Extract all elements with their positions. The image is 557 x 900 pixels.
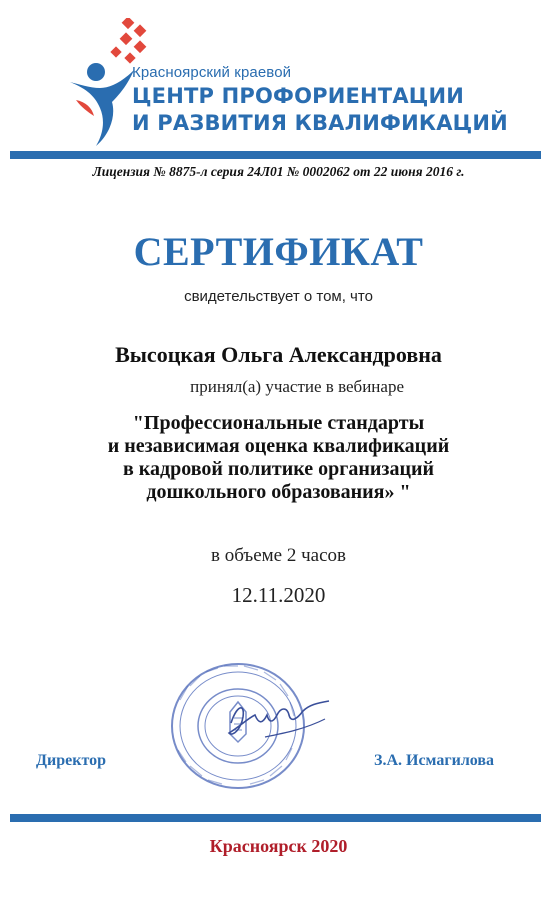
- signature-icon: [225, 693, 335, 743]
- recipient-name: Высоцкая Ольга Александровна: [115, 342, 442, 367]
- org-name-line-2: ЦЕНТР ПРОФОРИЕНТАЦИИ: [132, 84, 465, 108]
- webinar-topic: [0, 412, 557, 504]
- org-name-line-1: Красноярский краевой: [132, 64, 292, 81]
- topic-line: и независимая оценка квалификаций: [107, 435, 450, 457]
- certificate-date: 12.11.2020: [231, 583, 326, 607]
- certificate-title: СЕРТИФИКАТ: [133, 229, 424, 274]
- hours-volume: в объеме 2 часов: [210, 545, 347, 566]
- city-year: Красноярск 2020: [209, 836, 348, 856]
- license-text: Лицензия № 8875-л серия 24Л01 № 0002062 от 22 июня 2016 г.: [92, 164, 465, 179]
- bottom-divider-bar: [10, 814, 541, 822]
- top-divider-bar: [10, 151, 541, 159]
- participation-text: [0, 377, 557, 397]
- topic-line: в кадровой политике организаций: [122, 458, 435, 480]
- participation-label: принял(а) участие в вебинаре: [190, 377, 404, 396]
- signatory-role: Директор: [36, 752, 106, 769]
- testifies-text: свидетельствует о том, что: [184, 288, 373, 305]
- org-name-line-3: И РАЗВИТИЯ КВАЛИФИКАЦИЙ: [132, 111, 508, 135]
- topic-line: дошкольного образования» ": [146, 481, 411, 503]
- topic-line: "Профессиональные стандарты: [132, 412, 425, 434]
- signatory-name: З.А. Исмагилова: [374, 752, 495, 769]
